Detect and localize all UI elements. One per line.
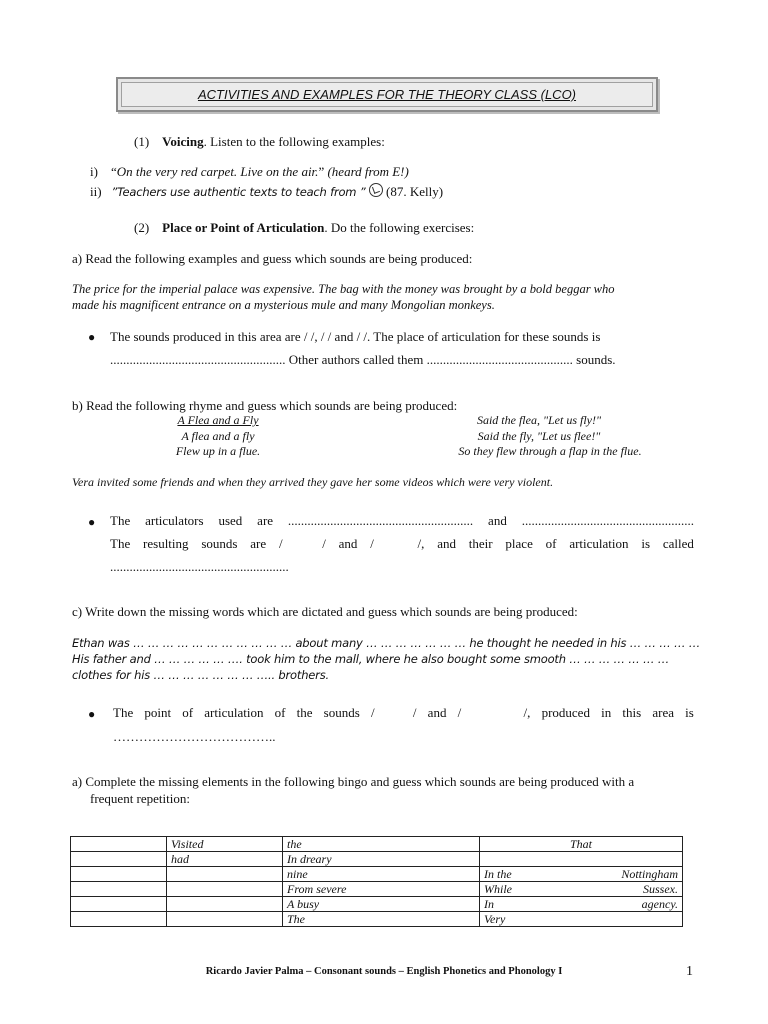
word: point xyxy=(144,705,172,720)
bingo-cell: Visited xyxy=(167,837,283,852)
bingo-cell: The xyxy=(283,912,480,927)
word: place xyxy=(505,536,533,551)
word: articulation xyxy=(569,536,629,551)
bingo-row xyxy=(71,852,683,867)
exercise-b-heading: b) Read the following rhyme and guess which sounds are being produced: xyxy=(72,398,458,413)
bingo-cell xyxy=(480,882,683,897)
exercise-b-sentence: Vera invited some friends and when they arrived they gave her some videos which were very violent. xyxy=(72,475,554,489)
bullet: ● xyxy=(88,330,96,344)
footer: Ricardo Javier Palma – Consonant sounds – English Phonetics and Phonology I xyxy=(205,966,563,977)
bingo-cell: Very xyxy=(480,912,683,927)
example-note: (87. Kelly) xyxy=(382,184,444,199)
bingo-row xyxy=(71,897,683,912)
bingo-cell: From severe xyxy=(283,882,480,897)
rhyme-line: So they flew through a flap in the flue. xyxy=(458,444,642,458)
bingo-cell xyxy=(167,867,283,882)
word: are xyxy=(257,513,274,528)
bullet: ● xyxy=(88,515,96,529)
rhyme-title: A Flea and a Fly xyxy=(177,413,259,427)
slash: / xyxy=(322,536,326,551)
exercise-a-bullet-line: ...................................................... Other authors called them ............................................. sounds. xyxy=(110,352,616,367)
bingo-cell xyxy=(167,882,283,897)
example-note: (heard from E!) xyxy=(324,164,409,179)
rhyme-line: A flea and a fly xyxy=(181,429,255,443)
word: used xyxy=(218,513,243,528)
page-title: ACTIVITIES AND EXAMPLES FOR THE THEORY CLASS (LCO) xyxy=(121,82,653,107)
bullet: ● xyxy=(88,707,96,721)
quote-open: “ xyxy=(110,164,117,179)
bingo-cell-text: Sussex. xyxy=(643,882,678,896)
blank: ..................................................... xyxy=(521,513,694,528)
exercise-a-paragraph-line: The price for the imperial palace was expensive. The bag with the money was brought by a bold beggar who xyxy=(72,282,615,296)
word: in xyxy=(601,705,612,720)
exercise-b-bullet-line xyxy=(110,513,694,529)
word: and xyxy=(488,513,507,528)
word: sounds xyxy=(201,536,238,551)
bingo-row xyxy=(71,867,683,882)
exercise-c-blank-line: ……………………………….. xyxy=(113,729,276,744)
word: are xyxy=(250,536,267,551)
quote-close: ” xyxy=(318,164,325,179)
bingo-cell: nine xyxy=(283,867,480,882)
section-articulation xyxy=(134,220,474,236)
word: the xyxy=(296,705,313,720)
bingo-cell-text: In the xyxy=(484,867,512,881)
dictation-line: clothes for his … … … … … … … ….. brothers. xyxy=(72,668,329,682)
word: of xyxy=(545,536,557,551)
dictation-line: His father and … … … … … …. took him to the mall, where he also bought some smooth … … … … … … … xyxy=(72,652,670,666)
bingo-cell: A busy xyxy=(283,897,480,912)
word: articulation xyxy=(204,705,264,720)
example-2 xyxy=(90,183,443,200)
section-instruction: . Listen to the following examples: xyxy=(203,134,385,149)
bingo-cell xyxy=(71,882,167,897)
bingo-cell: had xyxy=(167,852,283,867)
slash: /, xyxy=(523,705,531,720)
section-heading: Place or Point of Articulation xyxy=(162,220,325,235)
word: resulting xyxy=(143,536,189,551)
example-text: ”Teachers use authentic texts to teach from ” xyxy=(111,185,366,199)
blank: ......................................................... xyxy=(287,513,474,528)
page-number: 1 xyxy=(686,964,693,979)
example-text: On the very red carpet. Live on the air. xyxy=(116,164,319,179)
bingo-cell-text: While xyxy=(484,882,512,896)
word: their xyxy=(468,536,493,551)
example-number: i) xyxy=(90,164,98,179)
rhyme-line: Said the fly, "Let us flee!" xyxy=(477,429,601,443)
bingo-row xyxy=(71,912,683,927)
example-number: ii) xyxy=(90,184,102,199)
earth-icon xyxy=(369,183,383,197)
bingo-cell: the xyxy=(283,837,480,852)
word: produced xyxy=(541,705,590,720)
slash: / xyxy=(370,705,375,720)
title-box xyxy=(116,77,658,112)
bingo-cell xyxy=(71,837,167,852)
dictation-line: Ethan was … … … … … … … … … … … about many … … … … … … … he thought he needed in his … … … … … xyxy=(72,636,701,650)
bingo-cell-text: In xyxy=(484,897,494,911)
exercise-bingo-heading: a) Complete the missing elements in the following bingo and guess which sounds are being produced with a xyxy=(72,774,635,789)
exercise-a-bullet-line: The sounds produced in this area are / /, / / and / /. The place of articulation for these sounds is xyxy=(110,329,601,344)
section-instruction: . Do the following exercises: xyxy=(324,220,475,235)
slash: /, xyxy=(417,536,425,551)
word: is xyxy=(641,536,650,551)
bingo-cell xyxy=(167,912,283,927)
word: and xyxy=(437,536,456,551)
bingo-cell xyxy=(167,897,283,912)
bingo-cell-text: agency. xyxy=(641,897,678,911)
word: The xyxy=(113,705,134,720)
bingo-cell xyxy=(480,867,683,882)
word: articulators xyxy=(145,513,204,528)
bingo-table xyxy=(70,836,683,927)
rhyme-line: Flew up in a flue. xyxy=(175,444,261,458)
bingo-cell xyxy=(71,912,167,927)
slash: / xyxy=(370,536,374,551)
word: area xyxy=(652,705,674,720)
exercise-a-paragraph-line: made his magnificent entrance on a mysterious mule and many Mongolian monkeys. xyxy=(72,298,495,312)
bingo-cell-text: Nottingham xyxy=(621,867,678,881)
bingo-cell: In dreary xyxy=(283,852,480,867)
section-heading: Voicing xyxy=(162,134,204,149)
exercise-c-bullet-line xyxy=(113,705,694,721)
section-number: (1) xyxy=(134,134,150,149)
bingo-cell xyxy=(480,897,683,912)
exercise-c-heading: c) Write down the missing words which are dictated and guess which sounds are being produced: xyxy=(72,604,578,619)
section-number: (2) xyxy=(134,220,150,235)
word: and xyxy=(338,536,358,551)
section-voicing xyxy=(134,134,385,150)
word: The xyxy=(110,536,131,551)
word: The xyxy=(110,513,131,528)
word: this xyxy=(622,705,642,720)
bingo-row xyxy=(71,837,683,852)
bingo-cell xyxy=(480,852,683,867)
slash: / xyxy=(457,705,462,720)
bingo-cell xyxy=(71,852,167,867)
slash: / xyxy=(412,705,417,720)
exercise-bingo-heading: frequent repetition: xyxy=(90,791,190,806)
exercise-b-blank-line: ....................................................... xyxy=(110,559,289,574)
exercise-b-bullet-line xyxy=(110,536,694,552)
exercise-a-heading: a) Read the following examples and guess which sounds are being produced: xyxy=(72,251,473,266)
slash: / xyxy=(278,536,283,551)
bingo-cell: That xyxy=(480,837,683,852)
word: of xyxy=(274,705,286,720)
bingo-row xyxy=(71,882,683,897)
bingo-cell xyxy=(71,867,167,882)
bingo-cell xyxy=(71,897,167,912)
example-1 xyxy=(90,164,409,180)
word: of xyxy=(182,705,194,720)
word: is xyxy=(685,705,694,720)
word: and xyxy=(427,705,447,720)
rhyme-line: Said the flea, "Let us fly!" xyxy=(476,413,602,427)
word: sounds xyxy=(323,705,360,720)
word: called xyxy=(662,536,694,551)
